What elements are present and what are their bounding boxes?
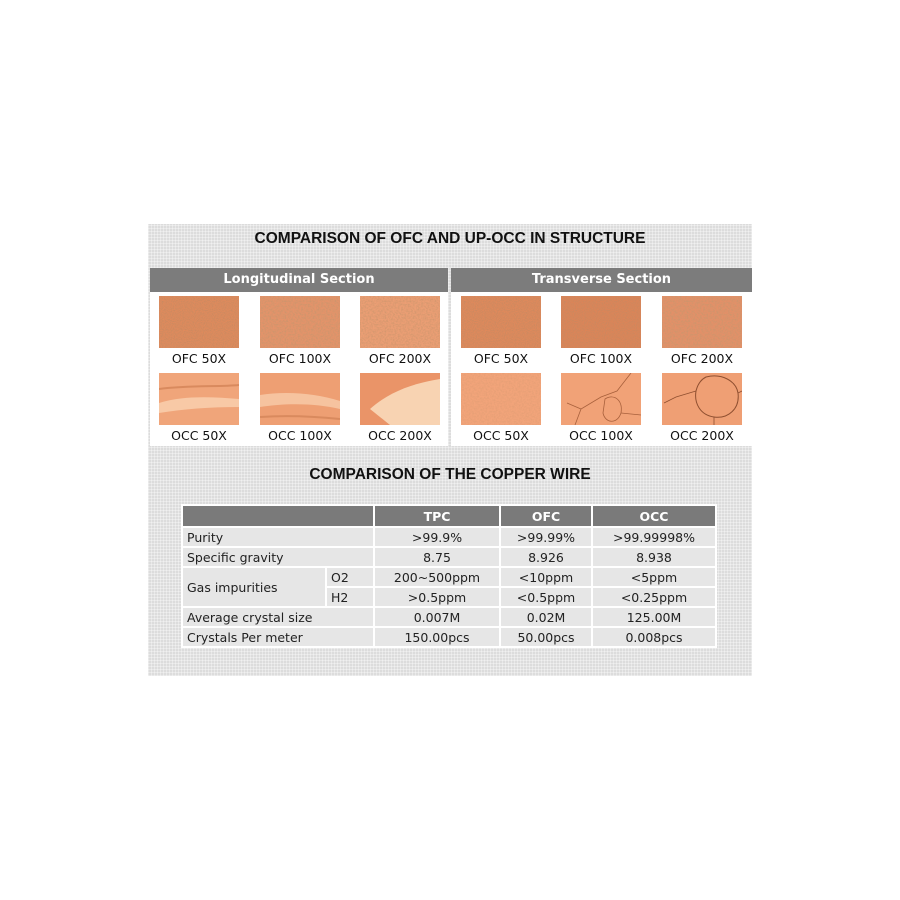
table-cell: >99.9% — [374, 527, 500, 547]
micrograph-trans-ofc-200x — [662, 296, 742, 366]
table-cell: 0.02M — [500, 607, 592, 627]
micrograph-trans-occ-200x — [662, 373, 742, 443]
table-row-average-crystal-size — [182, 607, 716, 627]
table-cell: 150.00pcs — [374, 627, 500, 647]
row-label: Crystals Per meter — [182, 627, 374, 647]
table-cell: 0.008pcs — [592, 627, 716, 647]
table-cell: <0.5ppm — [500, 587, 592, 607]
table-header-empty — [182, 505, 374, 527]
copper-wire-title: COMPARISON OF THE COPPER WIRE — [309, 466, 591, 483]
micrograph-caption: OCC 200X — [368, 428, 432, 443]
micrograph-caption: OFC 50X — [171, 351, 227, 366]
micrograph-trans-occ-100x — [561, 373, 641, 443]
table-cell: 50.00pcs — [500, 627, 592, 647]
micrograph-long-occ-100x — [260, 373, 340, 443]
table-cell: 8.75 — [374, 547, 500, 567]
table-cell: 200~500ppm — [374, 567, 500, 587]
table-cell: >99.99998% — [592, 527, 716, 547]
row-sublabel: O2 — [326, 567, 374, 587]
table-row-purity — [182, 527, 716, 547]
column-header-occ: OCC — [592, 505, 716, 527]
copper-wire-comparison-table — [181, 504, 717, 648]
micrograph-caption: OFC 200X — [670, 351, 734, 366]
micrograph-trans-occ-50x — [461, 373, 541, 443]
micrograph-caption: OCC 100X — [569, 428, 633, 443]
row-sublabel: H2 — [326, 587, 374, 607]
micrograph-long-occ-50x — [159, 373, 239, 443]
micrograph-caption: OCC 200X — [670, 428, 734, 443]
micrograph-caption: OCC 50X — [171, 428, 227, 443]
transverse-section-header: Transverse Section — [451, 268, 752, 292]
table-header-row — [182, 505, 716, 527]
longitudinal-section-header: Longitudinal Section — [150, 268, 448, 292]
micrograph-caption: OFC 100X — [569, 351, 633, 366]
table-row-gas-o2 — [182, 567, 716, 587]
column-header-tpc: TPC — [374, 505, 500, 527]
micrograph-long-occ-200x — [360, 373, 440, 443]
column-header-ofc: OFC — [500, 505, 592, 527]
row-label: Purity — [182, 527, 374, 547]
row-label: Specific gravity — [182, 547, 374, 567]
table-cell: <0.25ppm — [592, 587, 716, 607]
row-label-gas-impurities: Gas impurities — [182, 567, 326, 607]
table-cell: 8.926 — [500, 547, 592, 567]
micrograph-long-ofc-50x — [159, 296, 239, 366]
table-cell: 8.938 — [592, 547, 716, 567]
micrograph-caption: OFC 50X — [473, 351, 529, 366]
table-row-specific-gravity — [182, 547, 716, 567]
micrograph-trans-ofc-100x — [561, 296, 641, 366]
table-cell: >0.5ppm — [374, 587, 500, 607]
table-cell: >99.99% — [500, 527, 592, 547]
table-cell: <10ppm — [500, 567, 592, 587]
table-cell: 0.007M — [374, 607, 500, 627]
micrograph-caption: OFC 100X — [268, 351, 332, 366]
micrograph-long-ofc-200x — [360, 296, 440, 366]
micrograph-caption: OCC 100X — [268, 428, 332, 443]
table-row-crystals-per-meter — [182, 627, 716, 647]
micrograph-trans-ofc-50x — [461, 296, 541, 366]
structure-title: COMPARISON OF OFC AND UP-OCC IN STRUCTURE — [254, 230, 646, 247]
table-cell: 125.00M — [592, 607, 716, 627]
micrograph-caption: OCC 50X — [473, 428, 529, 443]
row-label: Average crystal size — [182, 607, 374, 627]
micrograph-caption: OFC 200X — [368, 351, 432, 366]
comparison-panel — [148, 224, 752, 676]
micrograph-long-ofc-100x — [260, 296, 340, 366]
table-cell: <5ppm — [592, 567, 716, 587]
